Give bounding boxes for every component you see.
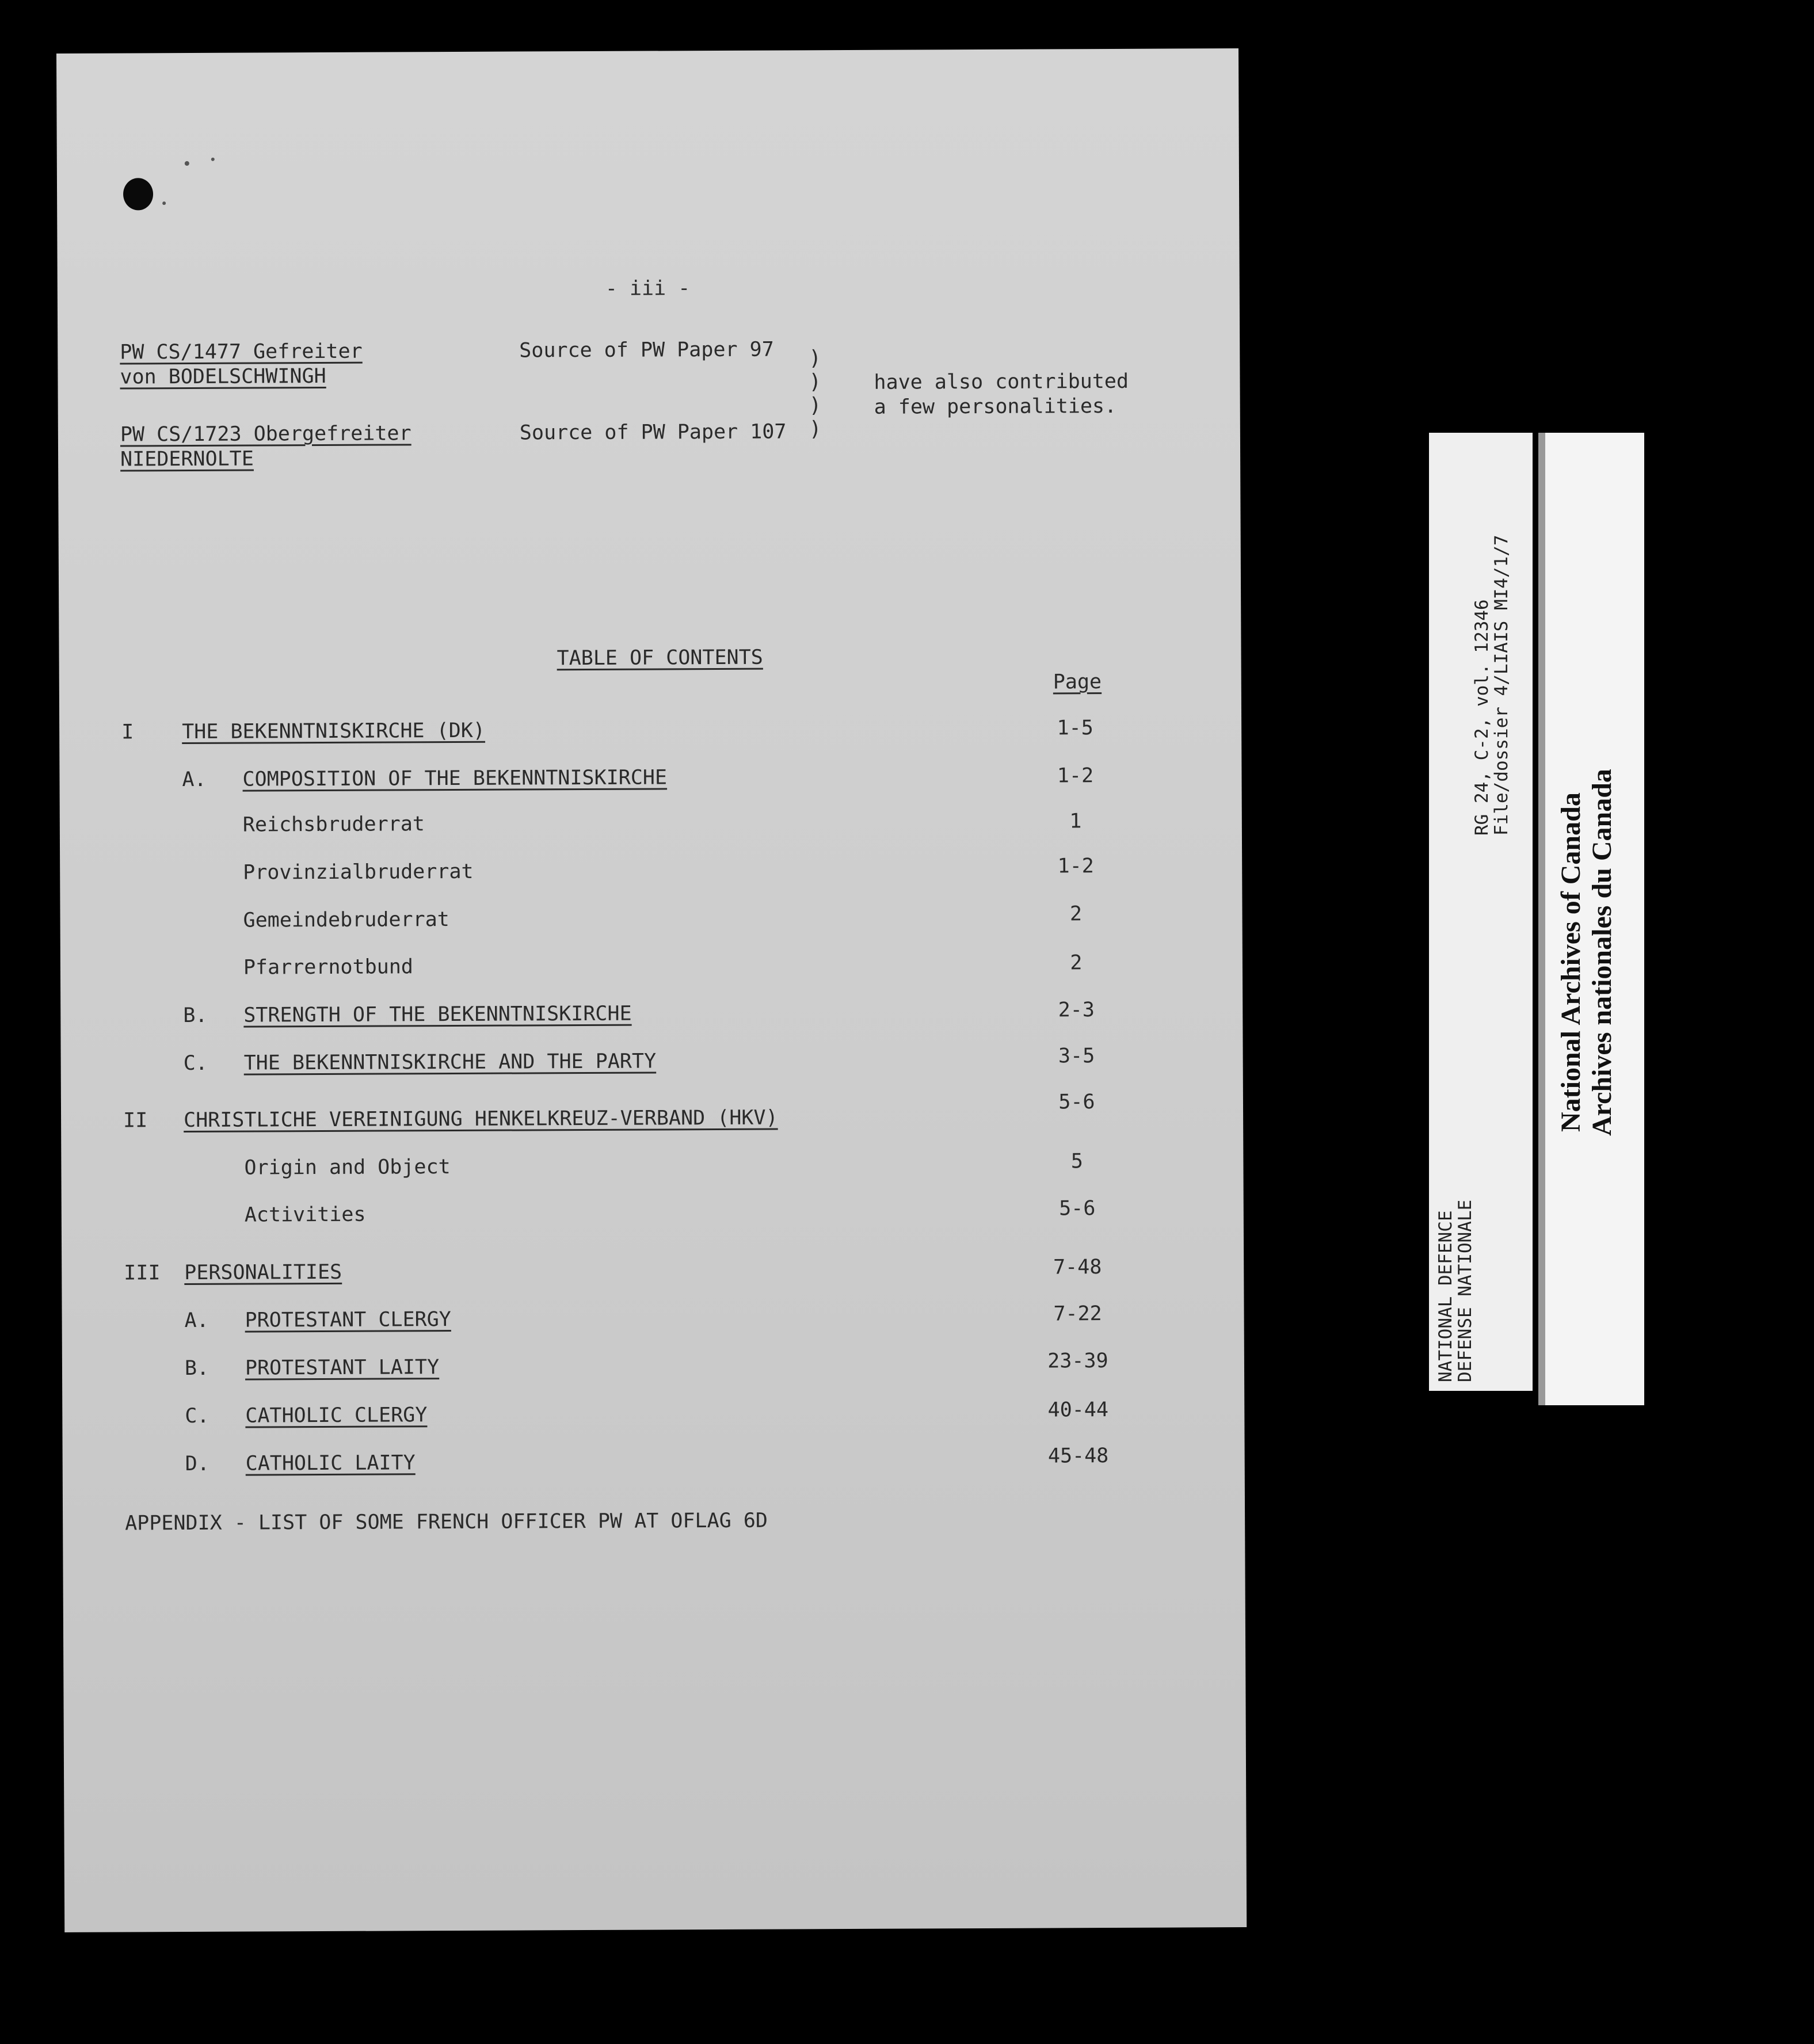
toc-num: A. bbox=[182, 768, 207, 792]
toc-page: 2 bbox=[1070, 951, 1083, 975]
toc-page: 7-48 bbox=[1053, 1256, 1102, 1279]
toc-num: C. bbox=[185, 1404, 209, 1428]
source-2-paper: Source of PW Paper 107 bbox=[519, 420, 787, 445]
toc-entry: Provinzialbruderrat bbox=[243, 860, 474, 884]
toc-num: C. bbox=[183, 1051, 208, 1076]
toc-page: 1-2 bbox=[1057, 764, 1094, 788]
toc-num: I bbox=[121, 720, 134, 744]
toc-page: 23-39 bbox=[1047, 1349, 1108, 1373]
speck bbox=[185, 161, 189, 166]
toc-num: II bbox=[123, 1109, 148, 1132]
toc-page: 2-3 bbox=[1058, 998, 1095, 1022]
toc-entry: Gemeindebruderrat bbox=[243, 908, 449, 932]
toc-entry: COMPOSITION OF THE BEKENNTNISKIRCHE bbox=[242, 766, 668, 791]
brace-glyph: ) ) ) ) bbox=[809, 346, 822, 441]
toc-title: TABLE OF CONTENTS bbox=[557, 646, 763, 670]
source-1-line1: PW CS/1477 Gefreiter bbox=[120, 340, 363, 364]
archive-stamp-english: National Archives of Canada bbox=[1556, 792, 1586, 1132]
page-number: - iii - bbox=[605, 277, 691, 300]
source-1-paper: Source of PW Paper 97 bbox=[519, 338, 774, 363]
punch-hole bbox=[123, 178, 153, 210]
contribution-note-line1: have also contributed bbox=[874, 369, 1129, 394]
toc-page: 2 bbox=[1069, 902, 1083, 926]
toc-entry: Pfarrernotbund bbox=[243, 955, 414, 979]
toc-entry: THE BEKENNTNISKIRCHE AND THE PARTY bbox=[243, 1050, 657, 1075]
toc-page: 7-22 bbox=[1053, 1302, 1102, 1326]
toc-page-header: Page bbox=[1053, 670, 1102, 694]
toc-page: 1-5 bbox=[1057, 716, 1093, 740]
toc-page: 3-5 bbox=[1058, 1044, 1095, 1068]
ref-line-1: RG 24, C-2, vol. 12346 bbox=[1472, 599, 1492, 836]
toc-entry: PROTESTANT CLERGY bbox=[245, 1308, 451, 1332]
toc-entry: STRENGTH OF THE BEKENNTNISKIRCHE bbox=[243, 1002, 632, 1027]
toc-num: III bbox=[124, 1261, 161, 1285]
toc-entry: PROTESTANT LAITY bbox=[245, 1356, 440, 1380]
toc-page: 5-6 bbox=[1058, 1090, 1095, 1114]
toc-page: 40-44 bbox=[1047, 1398, 1109, 1422]
toc-entry: CATHOLIC CLERGY bbox=[245, 1404, 428, 1428]
toc-num: D. bbox=[185, 1452, 209, 1476]
archive-reference-label bbox=[1429, 433, 1533, 1391]
toc-page: 1-2 bbox=[1057, 855, 1094, 878]
toc-entry: CATHOLIC LAITY bbox=[245, 1451, 416, 1475]
toc-entry: THE BEKENNTNISKIRCHE (DK) bbox=[182, 719, 486, 744]
toc-num: B. bbox=[184, 1356, 209, 1381]
archive-stamp-french: Archives nationales du Canada bbox=[1587, 769, 1617, 1136]
toc-page: 5 bbox=[1070, 1150, 1084, 1173]
speck bbox=[162, 201, 166, 205]
toc-entry: Activities bbox=[244, 1203, 366, 1227]
document-page bbox=[56, 48, 1247, 1932]
toc-page: 45-48 bbox=[1047, 1444, 1109, 1468]
toc-entry: PERSONALITIES bbox=[184, 1260, 342, 1285]
source-2-line1: PW CS/1723 Obergefreiter bbox=[120, 422, 411, 447]
toc-entry: Reichsbruderrat bbox=[242, 813, 425, 837]
toc-page: 1 bbox=[1069, 810, 1082, 833]
source-2-line2: NIEDERNOLTE bbox=[120, 447, 254, 471]
contribution-note-line2: a few personalities. bbox=[874, 394, 1117, 419]
speck bbox=[211, 158, 215, 161]
dept-line-2: DEFENSE NATIONALE bbox=[1455, 1199, 1476, 1382]
toc-num: A. bbox=[184, 1309, 209, 1333]
toc-entry: Origin and Object bbox=[244, 1156, 451, 1180]
toc-num: B. bbox=[183, 1004, 208, 1028]
toc-entry: CHRISTLICHE VEREINIGUNG HENKELKREUZ-VERBAND (HKV) bbox=[184, 1106, 778, 1132]
dept-line-1: NATIONAL DEFENCE bbox=[1435, 1210, 1456, 1382]
archive-stamp-label bbox=[1538, 433, 1644, 1405]
appendix-line: APPENDIX - LIST OF SOME FRENCH OFFICER PW AT OFLAG 6D bbox=[125, 1509, 768, 1535]
source-1-line2: von BODELSCHWINGH bbox=[120, 364, 326, 389]
ref-line-2: File/dossier 4/LIAIS MI4/1/7 bbox=[1491, 535, 1512, 836]
toc-page: 5-6 bbox=[1059, 1197, 1096, 1221]
